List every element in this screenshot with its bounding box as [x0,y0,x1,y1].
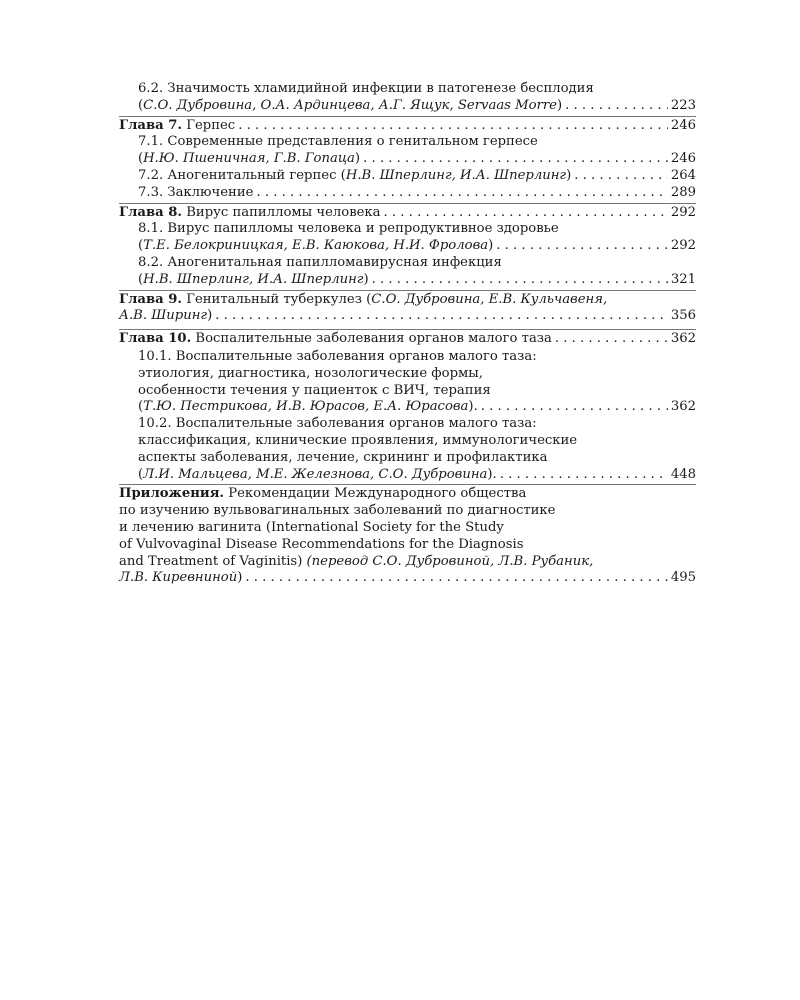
toc-translators: (перевод С.О. Дубровиной, Л.В. Рубаник, [306,553,594,569]
toc-chapter-10 [119,329,696,348]
toc-line [119,554,696,571]
toc-chapter-title: Вирус папилломы человека [186,204,381,220]
toc-chapter-8 [119,203,696,222]
toc-paren: ). [468,399,478,415]
toc-line [138,98,696,115]
toc-page-number: 246 [670,151,696,167]
toc-page-number: 292 [670,204,696,220]
toc-chapter-label: Глава 7. [119,117,183,133]
toc-section-title: 8.2. Аногенитальная папилломавирусная инфекция [138,254,502,270]
toc-line [138,221,696,238]
toc-page-number: 362 [670,399,696,415]
dot-leader [363,151,668,168]
dot-leader [245,570,667,587]
toc-authors: Н.В. Шперлинг, И.А. Шперлинг [345,167,567,183]
toc-page-number: 292 [670,238,696,254]
toc-paren: ( [138,271,144,287]
toc-section-title: 6.2. Значимость хламидийной инфекции в патогенезе бесплодия [138,81,594,96]
toc-line [138,366,696,383]
toc-chapter-label: Глава 8. [119,204,183,220]
toc-chapter-label: Глава 9. [119,291,183,307]
toc-line [119,292,696,309]
toc-authors: Н.Ю. Пшеничная, Г.В. Гопаца [143,151,355,167]
toc-line [119,503,696,520]
toc-section-title: 7.2. Аногенитальный герпес ( [138,167,346,183]
toc-appendix-title: of Vulvovaginal Disease Recommendations for the Diagnosis [119,536,524,552]
toc-section-title: 10.2. Воспалительные заболевания органов малого таза: [138,416,537,432]
toc-appendix-title: и лечению вагинита (International Society for the Study [119,519,504,535]
toc-line [138,272,696,289]
dot-leader [496,238,668,255]
dot-leader [500,467,668,484]
toc-page-number: 448 [670,466,696,482]
toc-paren: ) [488,238,494,254]
toc-section-title: 8.1. Вирус папилломы человека и репродуктивное здоровье [138,221,559,237]
toc-page-number: 495 [670,570,696,586]
toc-section-10-1 [119,349,696,416]
toc-line [138,416,696,433]
toc-authors: Л.И. Мальцева, М.Е. Железнова, С.О. Дубровина [143,466,488,482]
toc-paren: ) [207,308,213,324]
toc-paren: ) [557,97,563,113]
toc-section-7-3 [119,185,696,202]
dot-leader [215,308,668,325]
toc-chapter-title: Воспалительные заболевания органов малого таза [195,331,552,347]
toc-section-title: аспекты заболевания, лечение, скрининг и профилактика [138,449,548,465]
toc-appendix [119,484,696,587]
toc-paren: ) [363,271,369,287]
toc-chapter-7 [119,116,696,135]
dot-leader [256,185,667,202]
toc-line [138,467,696,484]
toc-section-7-2 [119,168,696,185]
table-of-contents [119,81,696,587]
toc-line [138,185,696,202]
toc-section-title: 10.1. Воспалительные заболевания органов малого таза: [138,348,537,364]
toc-line [138,238,696,255]
dot-leader [238,118,668,135]
toc-line [138,399,696,416]
toc-paren: ). [487,466,497,482]
toc-page-number: 289 [670,184,696,200]
toc-line [138,433,696,450]
toc-authors: Т.Е. Белокриницкая, Е.В. Каюкова, Н.И. Фролова [143,238,489,254]
toc-line [138,168,696,185]
toc-chapter-title: Герпес [186,117,236,133]
toc-line [119,520,696,537]
toc-page-number: 321 [670,271,696,287]
toc-paren: ) [566,167,572,183]
toc-appendix-title: Рекомендации Международного общества [228,486,527,502]
toc-chapter-label: Приложения. [119,486,225,502]
toc-line [138,450,696,467]
toc-page-number: 246 [670,117,696,133]
toc-paren: ( [138,399,144,415]
dot-leader [565,98,668,115]
toc-appendix-title: по изучению вульвовагинальных заболеваний по диагностике [119,503,556,519]
toc-line [138,383,696,400]
toc-line [138,255,696,272]
toc-chapter-9 [119,290,696,326]
toc-page-number: 264 [670,167,696,183]
toc-page-number: 362 [670,331,696,347]
toc-line [119,486,696,503]
toc-section-title: особенности течения у пациенток с ВИЧ, терапия [138,382,491,398]
toc-line [138,349,696,366]
toc-page-number: 356 [670,308,696,324]
toc-appendix-title: and Treatment of Vaginitis) [119,553,307,569]
toc-paren: ( [138,466,144,482]
toc-line [119,308,696,325]
dot-leader [574,168,668,185]
toc-line [138,134,696,151]
toc-section-8-2 [119,255,696,289]
toc-paren: ( [138,151,144,167]
toc-section-title: этиология, диагностика, нозологические формы, [138,365,483,381]
dot-leader [384,205,668,222]
toc-paren: ( [138,238,144,254]
dot-leader [481,399,668,416]
toc-line [119,205,696,222]
dot-leader [555,331,668,348]
dot-leader [372,272,668,289]
toc-line [119,537,696,554]
toc-translators: Л.В. Киревниной [119,570,238,586]
toc-section-8-1 [119,221,696,255]
toc-section-7-1 [119,134,696,168]
toc-section-10-2 [119,416,696,483]
toc-authors: Н.В. Шперлинг, И.А. Шперлинг [143,271,364,287]
toc-page-number: 223 [670,97,696,113]
toc-paren: ) [354,151,361,167]
toc-line [138,81,696,98]
toc-line [119,570,696,587]
toc-line [138,151,696,168]
toc-section-title: 7.1. Современные представления о генитальном герпесе [138,134,538,150]
toc-authors: С.О. Дубровина, О.А. Ардинцева, А.Г. Ящук, Servaas Morre [143,97,557,113]
toc-chapter-title: Генитальный туберкулез ( [186,291,372,307]
toc-section-title: 7.3. Заключение [138,184,254,200]
toc-authors: А.В. Ширинг [119,308,208,324]
toc-section-6-2 [119,81,696,115]
toc-authors: Т.Ю. Пестрикова, И.В. Юрасов, Е.А. Юрасова [143,399,469,415]
toc-paren: ( [138,97,144,113]
toc-line [119,118,696,135]
toc-authors: С.О. Дубровина, Е.В. Кульчавеня, [371,291,608,307]
toc-chapter-label: Глава 10. [119,331,192,347]
toc-section-title: классификация, клинические проявления, иммунологические [138,432,578,448]
toc-paren: ) [237,570,243,586]
toc-line [119,331,696,348]
